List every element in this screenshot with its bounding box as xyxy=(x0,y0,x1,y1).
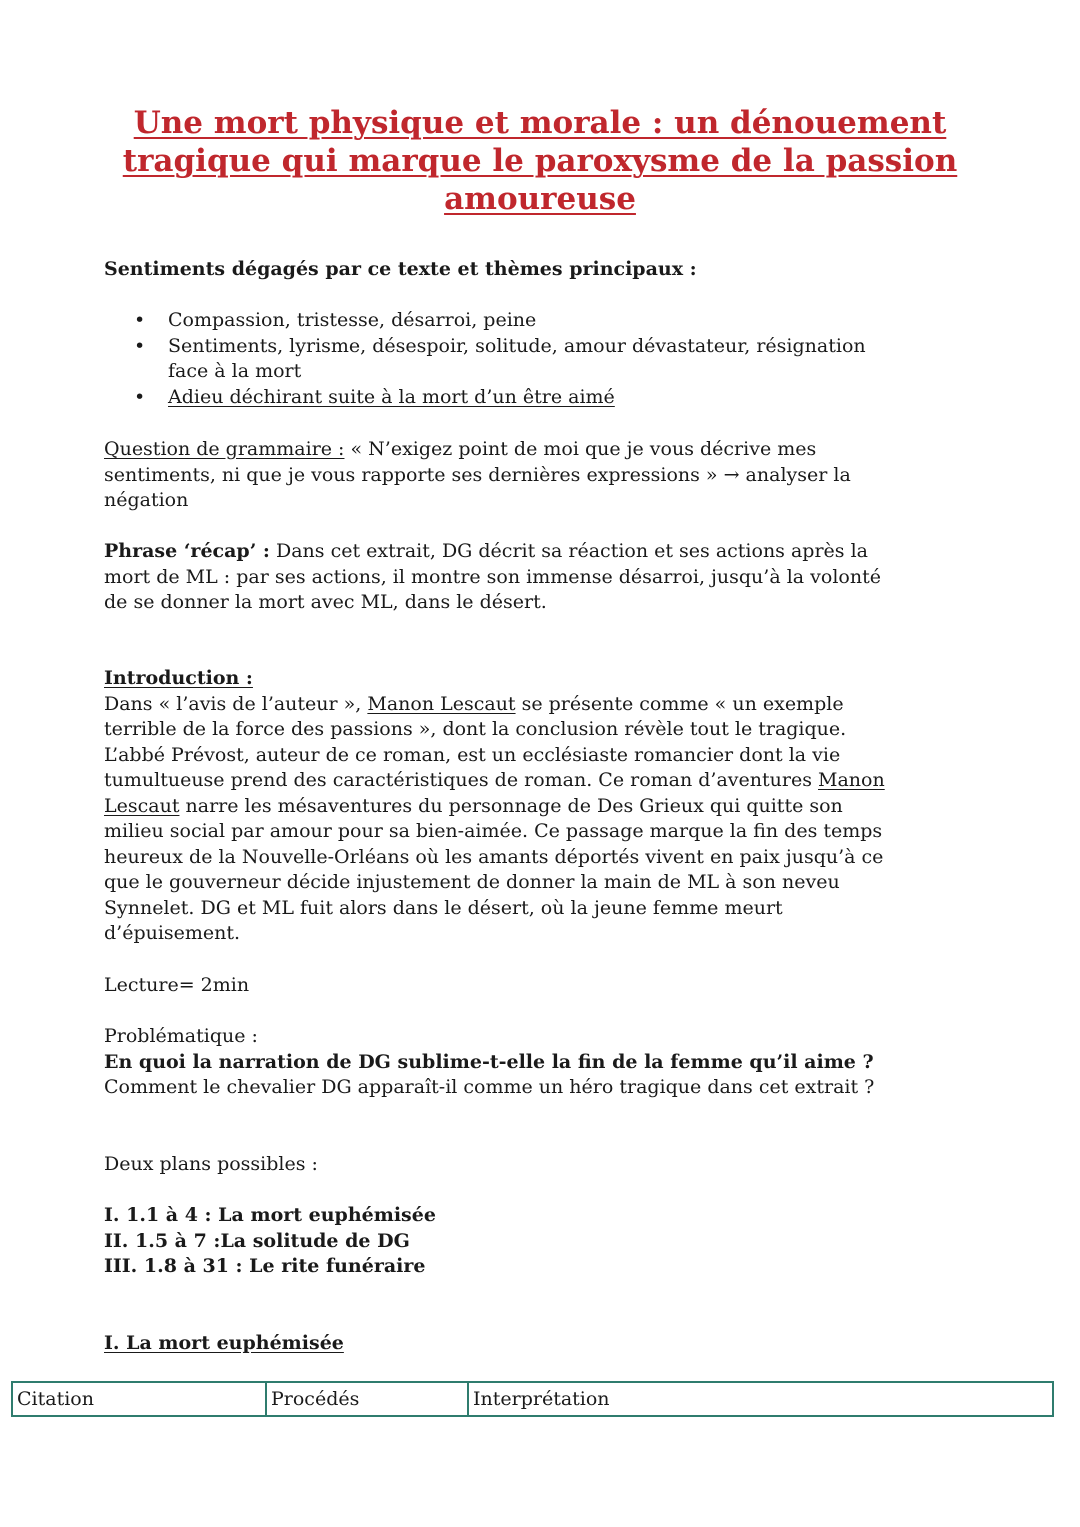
introduction: Introduction : Dans « l’avis de l’auteur », Manon Lescaut se présente comme « un exemple terrible de la force des passions », dont la conclusion révèle tout le tragique. L’abbé Prévost, auteur de ce roman, est un ecclésiaste romancier dont la vie tumultueuse prend des caractéristiques de roman. Ce roman d’aventures Manon Lescaut narre les mésaventures du personnage de Des Grieux qui quitte son milieu social par amour pour sa bien-aimée. Ce passage marque la fin des temps heureux de la Nouvelle-Orléans où les amants déportés vivent en paix jusqu’à ce que le gouverneur décide injustement de donner la main de ML à son neveu Synnelet. DG et ML fuit alors dans le désert, où la jeune femme meurt d’épuisement. xyxy=(104,667,885,944)
table-row xyxy=(12,1382,1053,1416)
bullet-icon: • xyxy=(134,309,146,331)
page-title xyxy=(100,104,980,218)
section-heading: I. La mort euphémisée xyxy=(104,1332,344,1354)
problematique-secondary: Comment le chevalier DG apparaît-il comme un héro tragique dans cet extrait ? xyxy=(104,1076,875,1098)
recap-sentence: Phrase ‘récap’ : Dans cet extrait, DG décrit sa réaction et ses actions après la mort de ML : par ses actions, il montre son immense désarroi, jusqu’à la volonté de se donner la mort avec ML, dans le désert. xyxy=(104,540,881,613)
book-title: Manon Lescaut xyxy=(367,692,516,715)
sentiments-heading: Sentiments dégagés par ce texte et thèmes principaux : xyxy=(104,258,697,280)
book-title: Manon xyxy=(818,769,885,791)
plans-list xyxy=(104,1203,974,1280)
list-item: • Adieu déchirant suite à la mort d’un être aimé xyxy=(130,385,950,411)
table-header-citation: Citation xyxy=(12,1382,266,1416)
table-header-interpretation: Interprétation xyxy=(468,1382,1053,1416)
list-item: • Compassion, tristesse, désarroi, peine xyxy=(130,308,950,334)
recap-label: Phrase ‘récap’ : xyxy=(104,540,270,562)
title-line-3: amoureuse xyxy=(444,181,636,217)
introduction-heading: Introduction : xyxy=(104,667,253,689)
plan-item: II. 1.5 à 7 :La solitude de DG xyxy=(104,1229,410,1252)
grammar-question: Question de grammaire : « N’exigez point de moi que je vous décrive mes sentiments, ni que je vous rapporte ses dernières expressions » → analyser la négation xyxy=(104,438,851,511)
bullet-icon: • xyxy=(134,334,146,357)
plans-label: Deux plans possibles : xyxy=(104,1153,318,1175)
sentiments-list xyxy=(130,308,950,410)
problematique xyxy=(104,1024,974,1101)
title-line-1: Une mort physique et morale : un dénouement xyxy=(133,105,947,141)
plan-item: III. 1.8 à 31 : Le rite funéraire xyxy=(104,1255,426,1277)
table-header-procedes: Procédés xyxy=(266,1382,468,1416)
book-title: Lescaut xyxy=(104,794,180,817)
analysis-table xyxy=(11,1381,1054,1417)
title-line-2: tragique qui marque le paroxysme de la passion xyxy=(122,143,958,179)
problematique-label: Problématique : xyxy=(104,1025,258,1047)
lecture-time: Lecture= 2min xyxy=(104,974,250,996)
plan-item: I. 1.1 à 4 : La mort euphémisée xyxy=(104,1204,436,1226)
grammar-label: Question de grammaire : xyxy=(104,438,345,460)
problematique-question: En quoi la narration de DG sublime-t-elle la fin de la femme qu’il aime ? xyxy=(104,1050,874,1073)
bullet-icon: • xyxy=(134,385,146,408)
list-item: • Sentiments, lyrisme, désespoir, solitude, amour dévastateur, résignation face à la mort xyxy=(134,334,866,382)
